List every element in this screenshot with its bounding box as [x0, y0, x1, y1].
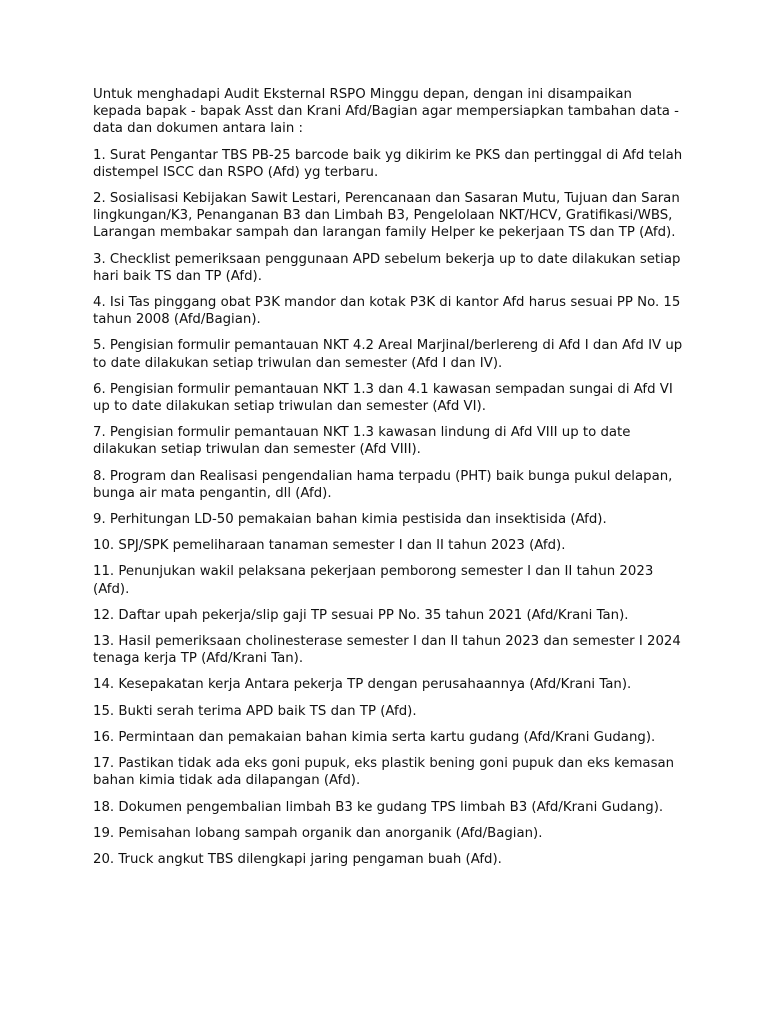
list-item: 5. Pengisian formulir pemantauan NKT 4.2 Areal Marjinal/berlereng di Afd I dan Afd IV up to date dilakukan setiap triwulan dan semester (Afd I dan IV).	[93, 338, 683, 371]
list-item: 3. Checklist pemeriksaan penggunaan APD sebelum bekerja up to date dilakukan setiap hari baik TS dan TP (Afd).	[93, 251, 681, 284]
list-item: 20. Truck angkut TBS dilengkapi jaring pengaman buah (Afd).	[93, 851, 502, 867]
list-item: 1. Surat Pengantar TBS PB-25 barcode baik yg dikirim ke PKS dan pertinggal di Afd telah distempel ISCC dan RSPO (Afd) yg terbaru.	[93, 147, 683, 180]
list-item: 2. Sosialisasi Kebijakan Sawit Lestari, Perencanaan dan Sasaran Mutu, Tujuan dan Saran lingkungan/K3, Penanganan B3 dan Limbah B3, Pengelolaan NKT/HCV, Gratifikasi/WBS, Larangan membakar sampah dan larangan family Helper ke pekerjaan TS dan TP (Afd).	[93, 191, 680, 241]
list-item: 16. Permintaan dan pemakaian bahan kimia serta kartu gudang (Afd/Krani Gudang).	[93, 729, 656, 745]
list-item: 6. Pengisian formulir pemantauan NKT 1.3 dan 4.1 kawasan sempadan sungai di Afd VI up to date dilakukan setiap triwulan dan semester (Afd VI).	[93, 381, 673, 415]
list-item: 8. Program dan Realisasi pengendalian hama terpadu (PHT) baik bunga pukul delapan, bunga air mata pengantin, dll (Afd).	[93, 468, 673, 501]
intro-paragraph: Untuk menghadapi Audit Eksternal RSPO Minggu depan, dengan ini disampaikan kepada bapak - bapak Asst dan Krani Afd/Bagian agar mempersiapkan tambahan data - data dan dokumen antara lain :	[93, 87, 679, 137]
list-item: 18. Dokumen pengembalian limbah B3 ke gudang TPS limbah B3 (Afd/Krani Gudang).	[93, 799, 664, 815]
list-item: 17. Pastikan tidak ada eks goni pupuk, eks plastik bening goni pupuk dan eks kemasan bahan kimia tidak ada dilapangan (Afd).	[93, 756, 675, 789]
list-item: 10. SPJ/SPK pemeliharaan tanaman semester I dan II tahun 2023 (Afd).	[93, 538, 566, 554]
list-item: 4. Isi Tas pinggang obat P3K mandor dan kotak P3K di kantor Afd harus sesuai PP No. 15 tahun 2008 (Afd/Bagian).	[93, 295, 681, 328]
document-body	[93, 86, 683, 877]
list-item: 9. Perhitungan LD-50 pemakaian bahan kimia pestisida dan insektisida (Afd).	[93, 512, 607, 528]
list-item: 11. Penunjukan wakil pelaksana pekerjaan pemborong semester I dan II tahun 2023 (Afd).	[93, 564, 654, 597]
list-item: 12. Daftar upah pekerja/slip gaji TP sesuai PP No. 35 tahun 2021 (Afd/Krani Tan).	[93, 607, 629, 623]
list-item: 13. Hasil pemeriksaan cholinesterase semester I dan II tahun 2023 dan semester I 2024 tenaga kerja TP (Afd/Krani Tan).	[93, 634, 681, 667]
list-item: 7. Pengisian formulir pemantauan NKT 1.3 kawasan lindung di Afd VIII up to date dilakukan setiap triwulan dan semester (Afd VIII).	[93, 425, 631, 458]
list-item: 15. Bukti serah terima APD baik TS dan TP (Afd).	[93, 703, 417, 719]
list-item: 14. Kesepakatan kerja Antara pekerja TP dengan perusahaannya (Afd/Krani Tan).	[93, 677, 632, 693]
list-item: 19. Pemisahan lobang sampah organik dan anorganik (Afd/Bagian).	[93, 825, 543, 841]
